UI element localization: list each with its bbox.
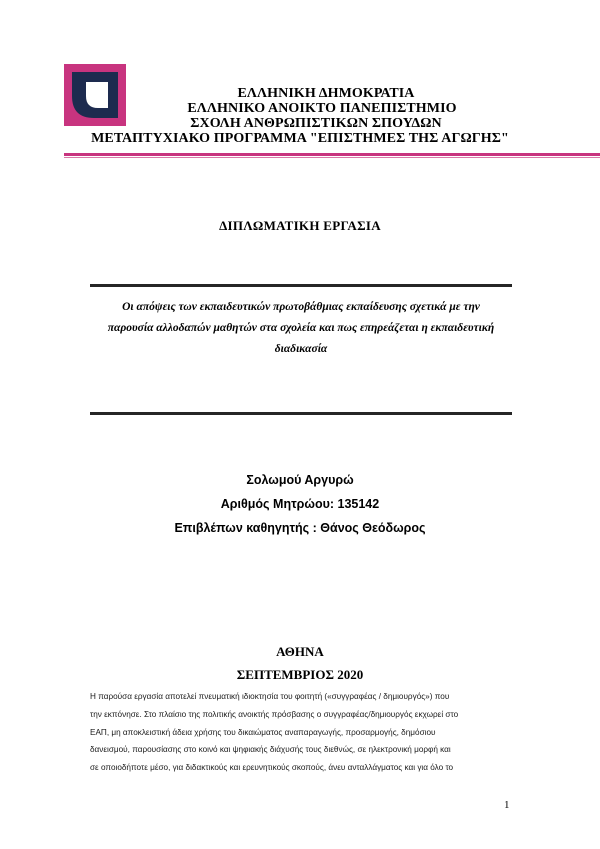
supervisor: Επιβλέπων καθηγητής : Θάνος Θεόδωρος xyxy=(174,521,426,535)
copyright-notice xyxy=(90,688,512,777)
notice-line: Η παρούσα εργασία αποτελεί πνευματική ιδιοκτησία του φοιτητή («συγγραφέας / δημιουργός») που xyxy=(90,692,450,701)
notice-line: ΕΑΠ, μη αποκλειστική άδεια χρήσης του δικαιώματος αναπαραγωγής, προσαρμογής, δημόσιου xyxy=(90,727,436,737)
thesis-title xyxy=(80,297,522,360)
thesis-title-line: Οι απόψεις των εκπαιδευτικών πρωτοβάθμιας εκπαίδευσης σχετικά με την xyxy=(122,301,480,313)
thesis-title-line: παρουσία αλλοδαπών μαθητών στα σχολεία και πως επηρεάζεται η εκπαιδευτική xyxy=(107,322,495,334)
header-country: ΕΛΛΗΝΙΚΗ ΔΗΜΟΚΡΑΤΙΑ xyxy=(237,86,415,101)
document-type: ΔΙΠΛΩΜΑΤΙΚΗ ΕΡΓΑΣΙΑ xyxy=(219,218,381,233)
author-name: Σολωμού Αργυρώ xyxy=(246,473,354,487)
registration-number: Αριθμός Μητρώου: 135142 xyxy=(220,497,380,511)
place-date xyxy=(0,640,600,686)
place: ΑΘΗΝΑ xyxy=(276,644,324,659)
notice-line: την εκπόνησε. Στο πλαίσιο της πολιτικής ανοικτής πρόσβασης ο συγγραφέας/δημιουργός εκχωρεί στο xyxy=(90,709,459,719)
thesis-title-line: διαδικασία xyxy=(274,343,328,355)
page-number: 1 xyxy=(504,799,510,811)
header-university: ΕΛΛΗΝΙΚΟ ΑΝΟΙΚΤΟ ΠΑΝΕΠΙΣΤΗΜΙΟ xyxy=(187,101,457,116)
header-school: ΣΧΟΛΗ ΑΝΘΡΩΠΙΣΤΙΚΩΝ ΣΠΟΥΔΩΝ xyxy=(190,116,442,131)
header-divider xyxy=(64,153,600,156)
notice-line: σε οποιοδήποτε μέσο, για διδακτικούς και ερευνητικούς σκοπούς, άνευ ανταλλάγματος και για όλο το xyxy=(90,763,454,773)
date: ΣΕΠΤΕΜΒΡΙΟΣ 2020 xyxy=(236,667,364,682)
header-divider-thin xyxy=(64,157,600,158)
title-top-rule xyxy=(90,284,512,287)
notice-line: δανεισμού, παρουσίασης στο κοινό και ψηφιακής διάχυσής τους διεθνώς, σε ηλεκτρονική μορφή και xyxy=(90,745,451,755)
author-info xyxy=(0,468,600,540)
header-program: ΜΕΤΑΠΤΥΧΙΑΚΟ ΠΡΟΓΡΑΜΜΑ "ΕΠΙΣΤΗΜΕΣ ΤΗΣ ΑΓΩΓΗΣ" xyxy=(91,131,509,146)
title-bottom-rule xyxy=(90,412,512,415)
institution-header xyxy=(0,86,600,146)
